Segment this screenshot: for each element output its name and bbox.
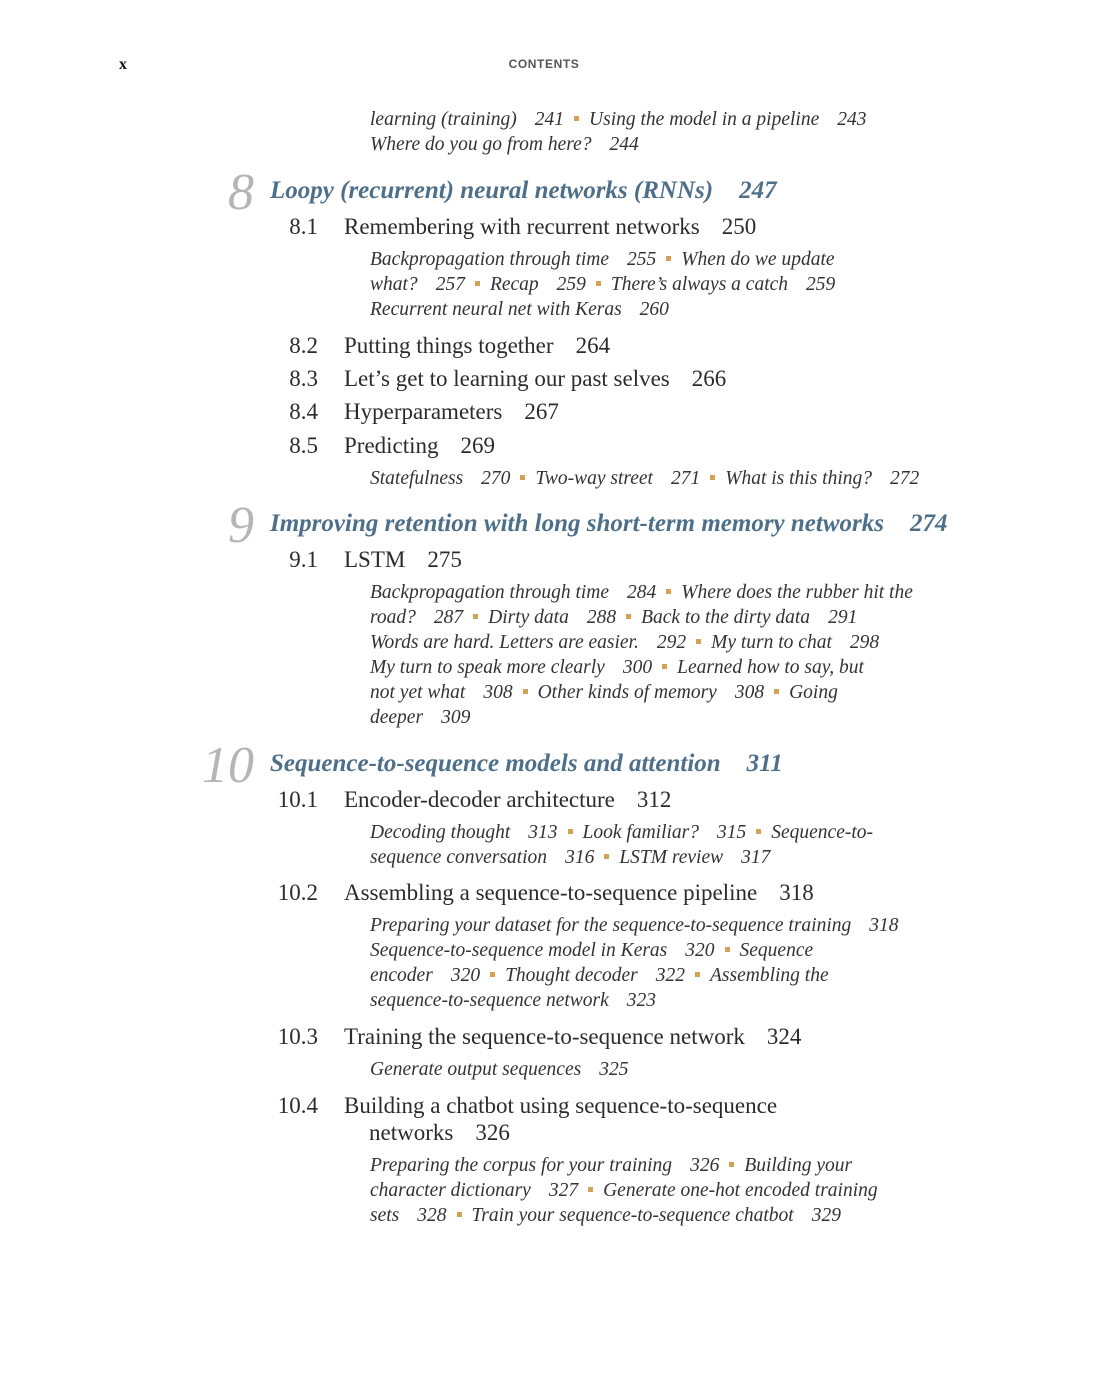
sub-entry-title: What is this thing? bbox=[725, 468, 873, 489]
sub-entry-title: Look familiar? bbox=[582, 822, 699, 843]
sub-entry-title: Where do you go from here? bbox=[370, 134, 592, 155]
sub-entry-title: There’s always a catch bbox=[610, 274, 789, 295]
sub-entry-title: learning (training) bbox=[370, 109, 517, 130]
section-title bbox=[344, 332, 610, 359]
separator-bullet bbox=[523, 689, 528, 694]
sub-entry-page: 308 bbox=[734, 682, 765, 703]
sub-entry-title: Where does the rubber hit the bbox=[681, 582, 913, 603]
section-page: 318 bbox=[779, 880, 814, 905]
sub-entry-page: 318 bbox=[869, 915, 899, 936]
sub-entry-title: Generate one-hot encoded training bbox=[603, 1180, 878, 1201]
sub-line bbox=[370, 655, 970, 680]
sub-entry-page: 270 bbox=[481, 468, 511, 489]
sub-entry-page: 320 bbox=[685, 940, 715, 961]
subsection-list bbox=[370, 107, 970, 157]
sub-entry-title: sequence conversation bbox=[370, 847, 548, 868]
sub-line bbox=[370, 845, 970, 870]
section-page: 264 bbox=[575, 333, 611, 358]
sub-line bbox=[370, 1203, 970, 1228]
sub-entry-page: 244 bbox=[609, 134, 639, 155]
chapter-title bbox=[270, 508, 947, 540]
sub-line bbox=[370, 605, 970, 630]
sub-entry-title: Thought decoder bbox=[505, 965, 638, 986]
sub-entry-page: 317 bbox=[741, 847, 771, 868]
section-title bbox=[344, 1092, 777, 1119]
sub-line bbox=[370, 938, 970, 963]
sub-line bbox=[370, 1153, 970, 1178]
section-number: 8.5 bbox=[289, 433, 318, 458]
chapter-number: 9 bbox=[228, 497, 254, 554]
sub-entry-title: Dirty data bbox=[488, 607, 569, 628]
sub-entry-title: My turn to chat bbox=[711, 632, 832, 653]
section-number: 8.4 bbox=[289, 399, 318, 424]
sub-entry-page: 323 bbox=[626, 990, 657, 1011]
section-title bbox=[344, 546, 462, 573]
page-number: x bbox=[119, 56, 127, 73]
sub-entry-page: 243 bbox=[837, 109, 867, 130]
sub-entry-title: Generate output sequences bbox=[370, 1059, 582, 1080]
chapter-title bbox=[270, 748, 783, 780]
separator-bullet bbox=[520, 475, 525, 480]
chapter-heading bbox=[0, 497, 1106, 554]
separator-bullet bbox=[475, 281, 480, 286]
sub-line bbox=[370, 272, 970, 297]
section-number: 8.1 bbox=[289, 214, 318, 239]
section-page: 275 bbox=[427, 547, 462, 572]
section-title-continued bbox=[369, 1119, 510, 1146]
chapter-number: 8 bbox=[228, 164, 254, 221]
sub-line bbox=[370, 963, 970, 988]
section-title bbox=[344, 213, 756, 240]
sub-line bbox=[370, 988, 970, 1013]
sub-entry-page: 326 bbox=[690, 1155, 720, 1176]
section-title-text: Predicting bbox=[344, 433, 439, 458]
separator-bullet bbox=[666, 589, 671, 594]
section-title-text: Remembering with recurrent networks bbox=[344, 214, 700, 239]
section-page: 324 bbox=[766, 1024, 802, 1049]
subsection-list bbox=[370, 247, 970, 322]
subsection-list bbox=[370, 580, 970, 730]
sub-entry-title: Preparing the corpus for your training bbox=[370, 1155, 673, 1176]
sub-line bbox=[370, 107, 970, 132]
section-page: 250 bbox=[721, 214, 757, 239]
chapter-page: 274 bbox=[909, 510, 948, 537]
sub-entry-title: Sequence-to-sequence model in Keras bbox=[370, 940, 668, 961]
sub-entry-title: road? bbox=[370, 607, 416, 628]
sub-line bbox=[370, 820, 970, 845]
sub-entry-title: Going bbox=[789, 682, 838, 703]
sub-line bbox=[370, 247, 970, 272]
sub-entry-page: 271 bbox=[670, 468, 701, 489]
separator-bullet bbox=[568, 829, 573, 834]
sub-line bbox=[370, 580, 970, 605]
chapter-page: 311 bbox=[746, 750, 783, 777]
subsection-list bbox=[370, 1057, 970, 1082]
separator-bullet bbox=[729, 1162, 734, 1167]
sub-entry-title: Two-way street bbox=[535, 468, 653, 489]
sub-entry-title: Assembling the bbox=[710, 965, 829, 986]
sub-entry-page: 255 bbox=[627, 249, 657, 270]
subsection-list bbox=[370, 1153, 970, 1228]
sub-entry-title: When do we update bbox=[681, 249, 835, 270]
sub-entry-page: 328 bbox=[417, 1205, 447, 1226]
sub-line bbox=[370, 132, 970, 157]
sub-entry-title: encoder bbox=[370, 965, 433, 986]
chapter-page: 247 bbox=[739, 177, 777, 204]
section-title-text: Hyperparameters bbox=[344, 399, 503, 424]
subsection-list bbox=[370, 913, 970, 1013]
sub-entry-page: 259 bbox=[556, 274, 586, 295]
chapter-title-text: Improving retention with long short-term memory networks bbox=[270, 510, 884, 537]
subsection-list bbox=[370, 466, 970, 491]
section-title-text: networks bbox=[369, 1120, 454, 1145]
sub-entry-page: 298 bbox=[849, 632, 880, 653]
sub-entry-title: not yet what bbox=[370, 682, 466, 703]
separator-bullet bbox=[774, 689, 779, 694]
section-number: 10.2 bbox=[277, 880, 318, 905]
sub-entry-title: Sequence bbox=[739, 940, 814, 961]
sub-entry-page: 309 bbox=[441, 707, 471, 728]
section-title-text: Let’s get to learning our past selves bbox=[344, 366, 670, 391]
sub-entry-title: character dictionary bbox=[370, 1180, 531, 1201]
separator-bullet bbox=[666, 256, 671, 261]
section-number: 10.3 bbox=[277, 1024, 318, 1049]
chapter-title-text: Loopy (recurrent) neural networks (RNNs) bbox=[270, 177, 714, 204]
sub-entry-page: 316 bbox=[565, 847, 595, 868]
sub-entry-page: 329 bbox=[811, 1205, 841, 1226]
separator-bullet bbox=[604, 854, 609, 859]
separator-bullet bbox=[596, 281, 601, 286]
sub-line bbox=[370, 913, 970, 938]
section-title-text: Encoder-decoder architecture bbox=[344, 787, 615, 812]
sub-entry-title: sets bbox=[370, 1205, 400, 1226]
section-title bbox=[344, 365, 726, 392]
sub-entry-title: My turn to speak more clearly bbox=[370, 657, 605, 678]
running-head: CONTENTS bbox=[508, 57, 580, 71]
section-page: 326 bbox=[475, 1120, 510, 1145]
chapter-heading bbox=[0, 737, 1106, 794]
sub-entry-title: Backpropagation through time bbox=[370, 249, 610, 270]
sub-entry-title: Train your sequence-to-sequence chatbot bbox=[471, 1205, 794, 1226]
separator-bullet bbox=[574, 116, 579, 121]
separator-bullet bbox=[725, 947, 730, 952]
sub-entry-page: 259 bbox=[806, 274, 836, 295]
section-page: 269 bbox=[460, 433, 496, 458]
separator-bullet bbox=[710, 475, 715, 480]
sub-entry-title: Sequence-to- bbox=[771, 822, 874, 843]
chapter-title bbox=[270, 175, 777, 207]
sub-entry-title: Back to the dirty data bbox=[641, 607, 811, 628]
section-title-text: LSTM bbox=[344, 547, 406, 572]
separator-bullet bbox=[490, 972, 495, 977]
sub-entry-page: 287 bbox=[433, 607, 464, 628]
sub-entry-page: 292 bbox=[656, 632, 687, 653]
chapter-title-text: Sequence-to-sequence models and attention bbox=[270, 750, 721, 777]
sub-entry-title: sequence-to-sequence network bbox=[370, 990, 609, 1011]
sub-line bbox=[370, 466, 970, 491]
separator-bullet bbox=[473, 614, 478, 619]
sub-entry-page: 288 bbox=[586, 607, 617, 628]
sub-entry-title: Other kinds of memory bbox=[537, 682, 717, 703]
sub-entry-title: Building your bbox=[744, 1155, 853, 1176]
separator-bullet bbox=[588, 1187, 593, 1192]
sub-entry-title: LSTM review bbox=[619, 847, 724, 868]
section-title bbox=[344, 879, 814, 906]
section-number: 10.1 bbox=[277, 787, 318, 812]
sub-line bbox=[370, 680, 970, 705]
section-title-text: Building a chatbot using sequence-to-sequence bbox=[344, 1093, 778, 1118]
section-page: 312 bbox=[636, 787, 672, 812]
sub-entry-title: Recap bbox=[489, 274, 539, 295]
sub-entry-page: 257 bbox=[435, 274, 465, 295]
sub-line bbox=[370, 630, 970, 655]
sub-line bbox=[370, 705, 970, 730]
sub-entry-title: Learned how to say, but bbox=[677, 657, 864, 678]
section-title bbox=[344, 432, 495, 459]
section-page: 267 bbox=[524, 399, 559, 424]
sub-entry-page: 327 bbox=[548, 1180, 579, 1201]
sub-entry-page: 313 bbox=[528, 822, 558, 843]
separator-bullet bbox=[662, 664, 667, 669]
separator-bullet bbox=[696, 639, 701, 644]
sub-entry-page: 325 bbox=[599, 1059, 629, 1080]
section-title bbox=[344, 1023, 801, 1050]
separator-bullet bbox=[695, 972, 700, 977]
sub-entry-page: 322 bbox=[655, 965, 686, 986]
sub-entry-page: 260 bbox=[639, 299, 669, 320]
section-title-text: Assembling a sequence-to-sequence pipeline bbox=[344, 880, 758, 905]
sub-entry-title: deeper bbox=[370, 707, 424, 728]
subsection-list bbox=[370, 820, 970, 870]
sub-line bbox=[370, 1057, 970, 1082]
section-number: 8.2 bbox=[289, 333, 318, 358]
page-header bbox=[0, 56, 1106, 76]
sub-entry-title: Words are hard. Letters are easier. bbox=[370, 632, 639, 653]
sub-entry-title: Statefulness bbox=[370, 468, 464, 489]
section-title-text: Training the sequence-to-sequence network bbox=[344, 1024, 745, 1049]
sub-entry-title: Recurrent neural net with Keras bbox=[370, 299, 622, 320]
sub-line bbox=[370, 297, 970, 322]
sub-entry-title: what? bbox=[370, 274, 418, 295]
sub-entry-page: 272 bbox=[890, 468, 920, 489]
sub-entry-title: Decoding thought bbox=[370, 822, 511, 843]
separator-bullet bbox=[626, 614, 631, 619]
section-title-text: Putting things together bbox=[344, 333, 554, 358]
chapter-heading bbox=[0, 164, 1106, 221]
section-title bbox=[344, 398, 559, 425]
sub-entry-title: Backpropagation through time bbox=[370, 582, 610, 603]
sub-entry-title: Preparing your dataset for the sequence-to-sequence training bbox=[370, 915, 852, 936]
sub-line bbox=[370, 1178, 970, 1203]
separator-bullet bbox=[457, 1212, 462, 1217]
section-page: 266 bbox=[691, 366, 727, 391]
section-number: 8.3 bbox=[289, 366, 318, 391]
separator-bullet bbox=[756, 829, 761, 834]
sub-entry-page: 291 bbox=[828, 607, 858, 628]
sub-entry-page: 308 bbox=[483, 682, 513, 703]
sub-entry-page: 241 bbox=[534, 109, 565, 130]
sub-entry-page: 300 bbox=[622, 657, 653, 678]
sub-entry-title: Using the model in a pipeline bbox=[589, 109, 820, 130]
sub-entry-page: 315 bbox=[717, 822, 747, 843]
chapter-number: 10 bbox=[202, 737, 254, 794]
section-number: 10.4 bbox=[277, 1093, 318, 1118]
sub-entry-page: 320 bbox=[450, 965, 481, 986]
sub-entry-page: 284 bbox=[627, 582, 657, 603]
section-number: 9.1 bbox=[289, 547, 318, 572]
section-title bbox=[344, 786, 671, 813]
